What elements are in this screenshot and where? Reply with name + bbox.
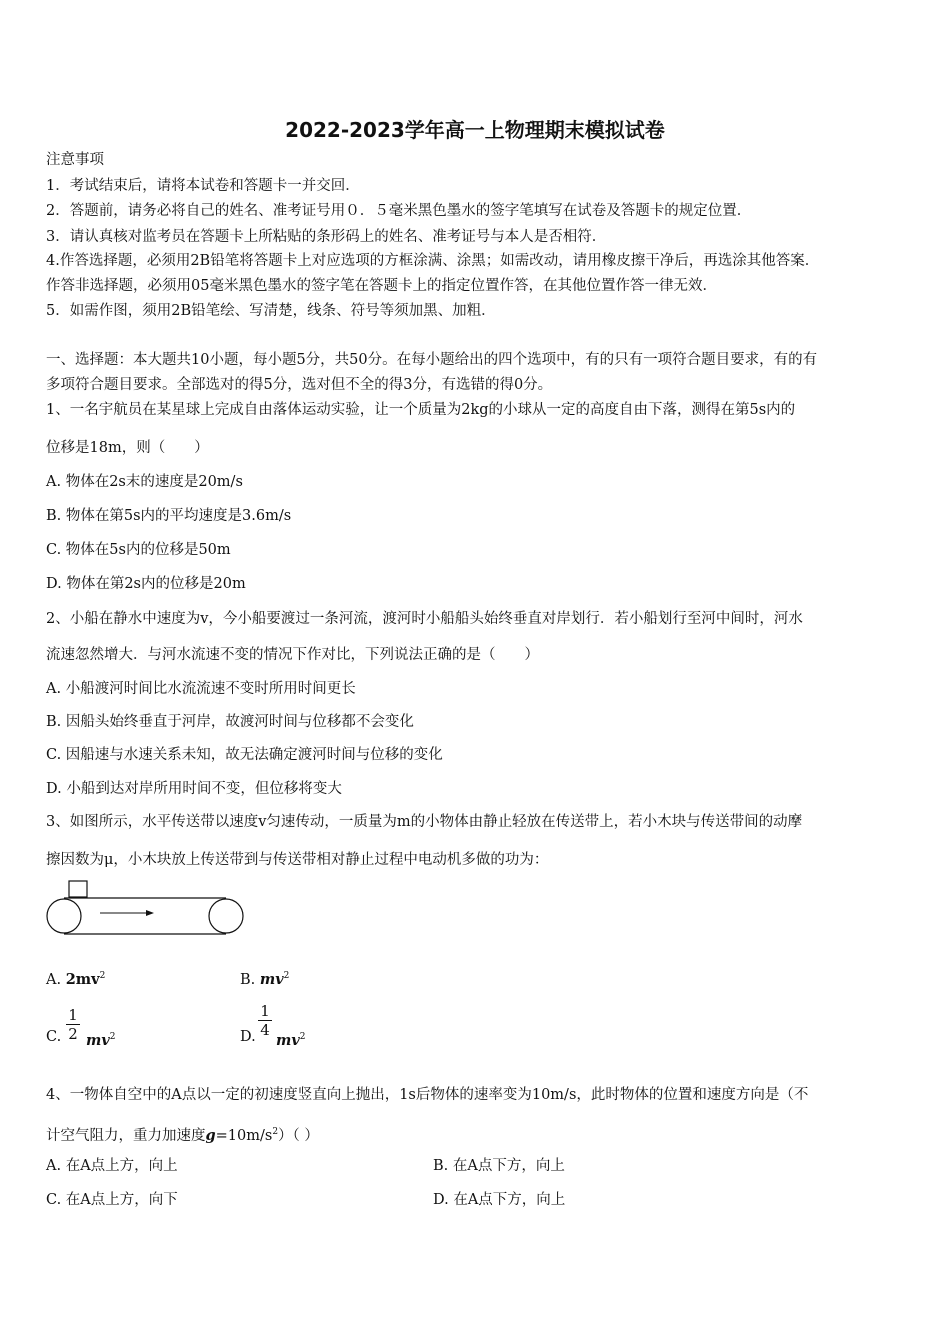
question-3-stem: 擦因数为μ，小木块放上传送带到与传送带相对静止过程中电动机多做的功为：: [46, 852, 549, 868]
arrow-head: [146, 910, 154, 916]
question-3-option-d-term: $mv^2$: [276, 1031, 306, 1049]
notice-item: 3．请认真核对监考员在答题卡上所粘贴的条形码上的姓名、准考证号与本人是否相符．: [46, 229, 607, 245]
right-roller: [209, 899, 243, 933]
fraction-one-half: $\frac{1}{2}$: [66, 1006, 80, 1043]
notice-item: 1．考试结束后，请将本试卷和答题卡一并交回．: [46, 178, 360, 194]
question-1-option: A. 物体在2s末的速度是20m/s: [46, 474, 243, 490]
notice-heading: 注意事项: [46, 152, 104, 168]
question-2-option: D. 小船到达对岸所用时间不变，但位移将变大: [46, 781, 342, 797]
section-intro: 多项符合题目要求。全部选对的得5分，选对但不全的得3分，有选错的得0分。: [46, 377, 553, 393]
question-3-option-c: C.: [46, 1029, 62, 1045]
block: [69, 881, 87, 897]
notice-item: 2．答题前，请务必将自己的姓名、准考证号用０．５毫米黑色墨水的签字笔填写在试卷及答题卡的规定位置．: [46, 203, 752, 219]
question-1-option: B. 物体在第5s内的平均速度是3.6m/s: [46, 508, 292, 524]
question-1-option: D. 物体在第2s内的位移是20m: [46, 576, 246, 592]
question-4-option-d: D. 在A点下方，向上: [433, 1192, 566, 1208]
question-3-option-c-term: $mv^2$: [86, 1031, 116, 1049]
notice-item: 作答非选择题，必须用05毫米黑色墨水的签字笔在答题卡上的指定位置作答，在其他位置作答一律无效．: [46, 278, 717, 294]
question-4-option-b: B. 在A点下方，向上: [433, 1158, 565, 1174]
question-1-stem: 位移是18m，则（ ）: [46, 440, 209, 456]
question-3-option-b: B. $mv^2$: [240, 970, 290, 988]
notice-item: 4.作答选择题，必须用2B铅笔将答题卡上对应选项的方框涂满、涂黑；如需改动，请用橡皮擦干净后，再选涂其他答案．: [46, 253, 820, 269]
notice-item: 5．如需作图，须用2B铅笔绘、写清楚，线条、符号等须加黑、加粗．: [46, 303, 496, 319]
conveyor-belt-diagram: [44, 879, 248, 939]
question-2-option: A. 小船渡河时间比水流流速不变时所用时间更长: [46, 681, 356, 697]
question-3-stem: 3、如图所示，水平传送带以速度v匀速传动，一质量为m的小物体由静止轻放在传送带上，若小木块与传送带间的动摩: [46, 814, 803, 830]
question-1-stem: 1、一名宇航员在某星球上完成自由落体运动实验，让一个质量为2kg的小球从一定的高度自由下落，测得在第5s内的: [46, 402, 796, 418]
question-4-stem: 计空气阻力，重力加速度$g=10m/s^2$）（ ）: [46, 1126, 319, 1144]
question-3-option-a: A. $2mv^2$: [46, 970, 106, 988]
question-4-stem: 4、一物体自空中的A点以一定的初速度竖直向上抛出，1s后物体的速率变为10m/s，此时物体的位置和速度方向是（不: [46, 1087, 809, 1103]
question-2-option: C. 因船速与水速关系未知，故无法确定渡河时间与位移的变化: [46, 747, 443, 763]
question-4-option-c: C. 在A点上方，向下: [46, 1192, 178, 1208]
question-2-option: B. 因船头始终垂直于河岸，故渡河时间与位移都不会变化: [46, 714, 414, 730]
section-intro: 一、选择题：本大题共10小题，每小题5分，共50分。在每小题给出的四个选项中，有的只有一项符合题目要求，有的有: [46, 352, 818, 368]
question-1-option: C. 物体在5s内的位移是50m: [46, 542, 231, 558]
page-title: 2022-2023学年高一上物理期末模拟试卷: [285, 118, 665, 142]
question-4-option-a: A. 在A点上方，向上: [46, 1158, 178, 1174]
left-roller: [47, 899, 81, 933]
question-2-stem: 2、小船在静水中速度为v，今小船要渡过一条河流，渡河时小船船头始终垂直对岸划行．若小船划行至河中间时，河水: [46, 611, 803, 627]
question-2-stem: 流速忽然增大．与河水流速不变的情况下作对比，下列说法正确的是（ ）: [46, 647, 539, 663]
fraction-one-quarter: $\frac{1}{4}$: [258, 1002, 272, 1039]
question-3-option-d: D.: [240, 1029, 256, 1045]
